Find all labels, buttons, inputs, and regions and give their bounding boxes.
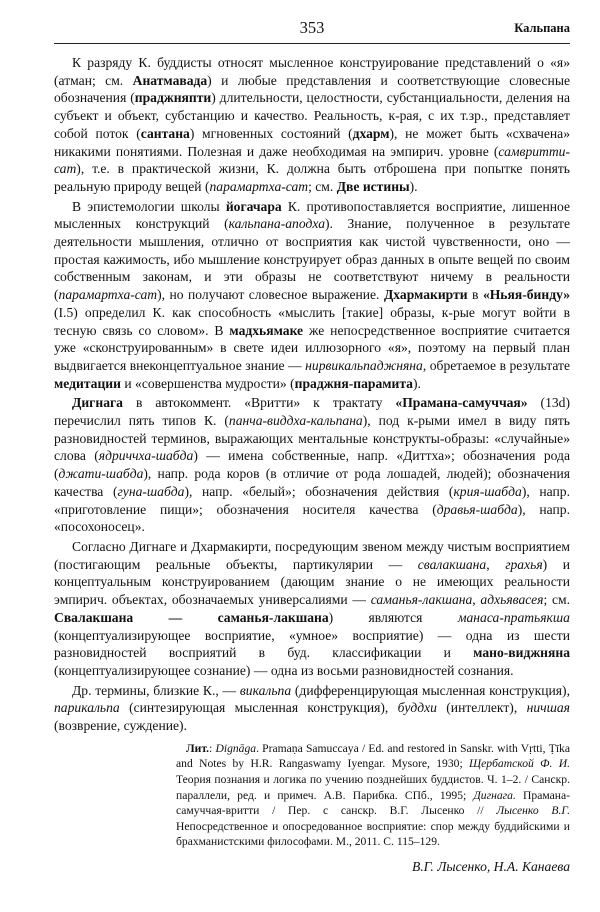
paragraph-5 (54, 682, 570, 735)
italic-term: панча-виддха-кальпана (228, 413, 363, 429)
text-run: (концептуализирующее восприятие, «умное» восприятие) — одна из шести разновидностей восприятий в буд. классификации и (54, 627, 570, 661)
text-run: ), под к-рыми имел в виду пять разновидностей терминов, выражающих ментальные конструкты-образы: «случайные» слова ( (54, 413, 570, 464)
text-run: Др. термины, близкие К., — (72, 682, 240, 698)
text-run: же непосредственное восприятие считается уже «сконструированным» в свете идеи иллюзорного «я», поэтому на первый план выдвигается внеконцептуальное знание — (54, 322, 570, 373)
italic-term: кальпана-аподха (228, 216, 325, 232)
page-number: 353 (299, 18, 325, 37)
text-run: и «совершенства мудрости» ( (120, 375, 295, 391)
italic-term: самвритти-сат (54, 143, 570, 177)
italic-term: ядриччха-шабда (98, 448, 194, 464)
text-run: ). (412, 375, 421, 391)
text-run: , (472, 592, 481, 608)
italic-term: саманья-лакшана (370, 592, 473, 608)
italic-term: парикальпа (54, 700, 120, 716)
bold-term: мано-виджняна (473, 645, 570, 661)
italic-term: парамартха-сат (58, 287, 158, 303)
running-head: Кальпана (514, 21, 570, 35)
text-run: ), напр. рода коров (в отличие от рода лошадей, людей); обозначения качества ( (54, 466, 570, 499)
text-run: (возврение, суждение). (54, 718, 187, 734)
text-run: Согласно Дигнаге и Дхармакирти, посредующим звеном между чистым восприятием (постигающим реальные объекты, партикулярии — (54, 538, 570, 572)
text-run: ) мгновенных состояний ( (189, 125, 353, 141)
italic-term: Лысенко В.Г. (496, 804, 571, 818)
bold-term: медитации (54, 375, 121, 391)
page-header (54, 14, 570, 44)
text-run: (I.5) определил К. как способность «мыслить [такие] образы, к-рые могут войти в тесную связь со словом». В (54, 304, 570, 338)
bold-term: «Ньяя-бинду» (482, 287, 571, 303)
paragraph-2 (54, 198, 570, 393)
text-run: ) длительности, целостности, субстанциальности, деления на субъект и объект, субстанцию и качество. Реальность, к-рая, с их т.зр., представляет собой поток ( (54, 90, 570, 141)
header-rule (54, 43, 570, 44)
bold-term: йогачара (225, 198, 282, 214)
text-run: (интеллект), (436, 700, 527, 716)
references (176, 741, 570, 850)
italic-term: свалакшана (417, 556, 487, 572)
italic-term: ничшая (526, 700, 570, 716)
bold-term: дхарм (352, 125, 390, 141)
bold-term: праджня-парамита (294, 375, 413, 391)
text-run: в (467, 287, 483, 303)
italic-term: буддхи (397, 700, 437, 716)
italic-term: нирвикальпаджняна (305, 357, 423, 373)
text-run: в автокоммент. «Вритти» к трактату (122, 395, 396, 411)
italic-term: джати-шабда (58, 466, 144, 482)
bold-term: Свалакшана — саманья-лакшана (54, 609, 329, 625)
text-run: ) — имена собственные, напр. «Диттха»; обозначения рода ( (54, 448, 571, 482)
text-run: ). Знание, полученное в результате деятельности мышления, отлично от восприятия как чистой чувственности, оно — простая кажимость, ибо мышление конструирует образ данных в опыте вещей по своим собственным законам, и эти образы не соответствуют ничему в реальности ( (54, 216, 571, 303)
text-run: . Pramaṇa Samuccaya / Ed. and restored in Sanskr. with Vṛtti, Ṭīka and Notes by H.R. Rangaswamy Iyengar. Mysore, 1930; (176, 741, 570, 771)
italic-term: Dignāga (215, 741, 257, 755)
text-run: (концептуализирующее сознание) — одна из восьми разновидностей сознания. (54, 662, 514, 678)
text-run: (13d) перечислил пять типов К. ( (54, 395, 570, 429)
italic-term: манаса-пратьякша (457, 609, 570, 625)
text-run: ; см. (543, 592, 570, 608)
text-run: ), но получают словесное выражение. (157, 287, 384, 303)
italic-term: адхьявасея (480, 592, 544, 608)
bold-term: сантана (140, 125, 190, 141)
paragraph-3 (54, 394, 570, 536)
italic-term: Дигнага. (473, 788, 516, 802)
text-run: ), т.е. в практической жизни, К. должна быть отброшена при попытке понять реальную природу вещей ( (54, 161, 570, 194)
article-authors: В.Г. Лысенко, Н.А. Канаева (411, 858, 570, 874)
paragraph-4 (54, 538, 570, 680)
italic-term: гуна-шабда (117, 483, 185, 499)
italic-term: грахья (505, 556, 543, 572)
text-run: ; см. (308, 178, 337, 194)
text-run: К. противопоставляется восприятие, лишенное мысленных конструкций ( (54, 198, 570, 232)
italic-term: викальпа (239, 682, 292, 698)
text-run: ), напр. «посохоносец». (54, 501, 570, 535)
text-run: ). (409, 178, 418, 194)
bold-term: Анатмавада (132, 72, 208, 88)
text-run: ) и любые представления и соответствующие словесные обозначения ( (54, 72, 570, 106)
italic-term: парамартха-сат (209, 178, 309, 194)
text-run: ), напр. «белый»; обозначения действия ( (184, 483, 454, 499)
bold-term: праджняпти (134, 90, 212, 106)
text-run: , обретаемое в результате (422, 357, 570, 373)
text-run: ), напр. «приготовление пищи»; обозначения носителя качества ( (54, 483, 570, 517)
bold-term: Две истины (336, 178, 410, 194)
text-run: ) являются (328, 609, 458, 625)
text-run: : (209, 741, 216, 755)
italic-term: крия-шабда (453, 483, 522, 499)
bold-term: Лит. (186, 741, 210, 755)
italic-term: Щербатской Ф. И. (469, 757, 571, 771)
text-run: (синтезирующая мысленная конструкция), (119, 700, 398, 716)
bold-term: мадхьямаке (229, 322, 304, 338)
text-run: ) и концептуальным конструированием (дающим знание о не имеющих реальности эмпирич. объектах, обозначаемых универсалиями — (54, 556, 571, 608)
text-run: Теория познания и логика по учению позднейших буддистов. Ч. 1–2. / Санскр. параллели, ред. и примеч. А.В. Парибка. СПб., 1995; (176, 772, 570, 802)
text-run: В эпистемологии школы (72, 198, 226, 214)
bold-term: Дигнага (72, 395, 123, 411)
italic-term: дравья-шабда (436, 501, 518, 517)
paragraph-1 (54, 54, 570, 196)
text-run: Непосредственное и опосредованное восприятие: спор между буддийскими и брахманистскими философами. М., 2011. С. 115–129. (176, 819, 570, 849)
bold-term: Дхармакирти (383, 287, 468, 303)
text-run: Прамана-самуччая-вритти / Пер. с санскр. В.Г. Лысенко // (176, 788, 570, 818)
text-run: (дифференцирующая мысленная конструкция), (291, 682, 570, 698)
references-text (176, 741, 570, 850)
text-run: К разряду К. буддисты относят мысленное конструирование представлений о «я» (атман; см. (54, 55, 570, 88)
text-run: , (486, 556, 506, 572)
text-run: ), не может быть «схвачена» никакими понятиями. Полезная и даже необходимая на эмпирич. уровне ( (54, 125, 571, 159)
article-body (54, 54, 570, 876)
bold-term: «Прамана-самуччая» (395, 395, 528, 411)
